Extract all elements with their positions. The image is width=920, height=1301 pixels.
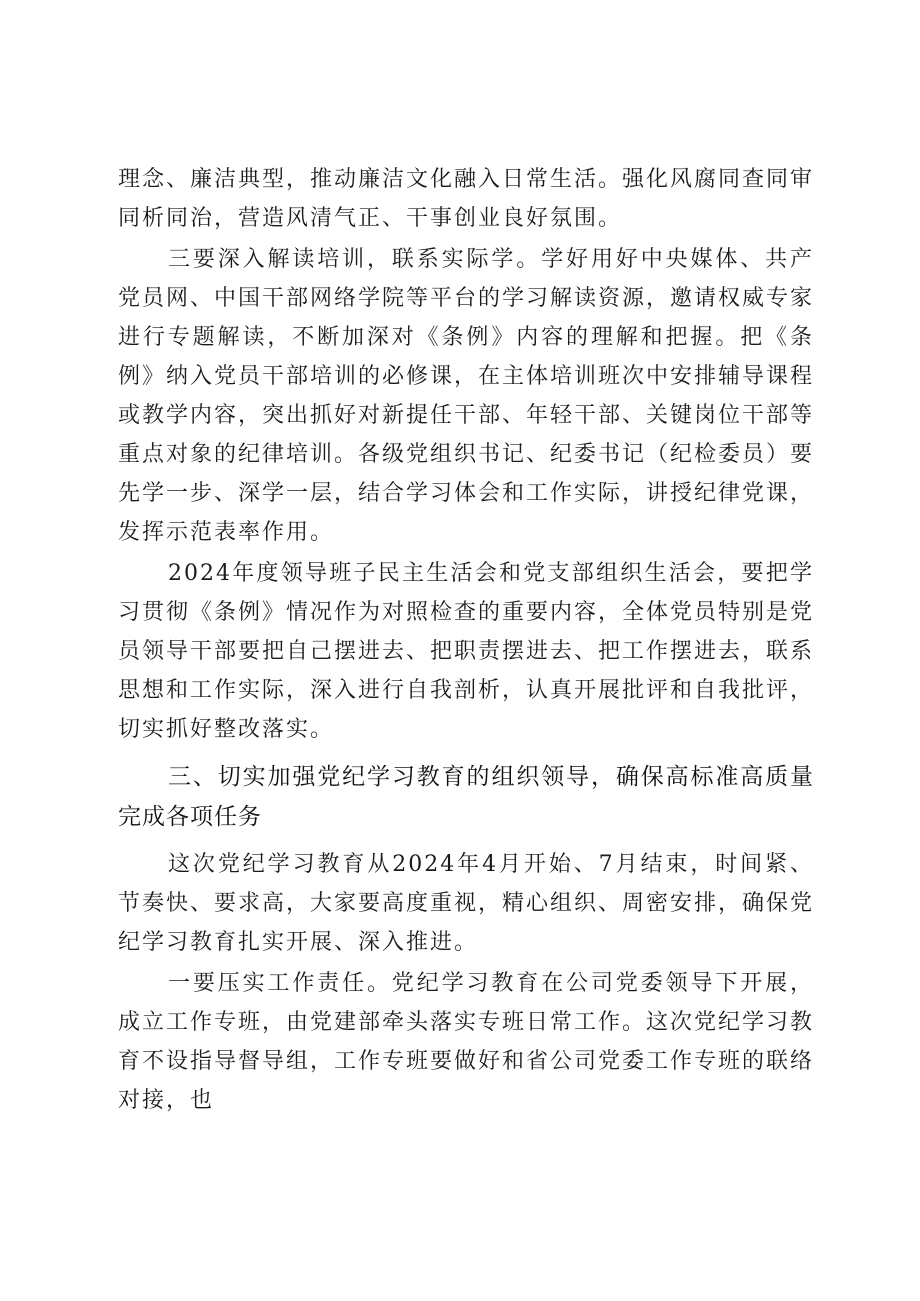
paragraph-responsibility: 一要压实工作责任。党纪学习教育在公司党委领导下开展，成立工作专班，由党建部牵头落实专班日常工作。这次党纪学习教育不设指导督导组，工作专班要做好和省公司党委工作专班的联络对接，也 [118, 971, 815, 1113]
paragraph-schedule: 这次党纪学习教育从2024年4月开始、7月结束，时间紧、节奏快、要求高，大家要高度重视，精心组织、周密安排，确保党纪学习教育扎实开展、深入推进。 [118, 852, 815, 955]
document-body [118, 160, 814, 1122]
paragraph-life-meeting: 2024年度领导班子民主生活会和党支部组织生活会，要把学习贯彻《条例》情况作为对照检查的重要内容，全体党员特别是党员领导干部要把自己摆进去、把职责摆进去、把工作摆进去，联系思想和工作实际，深入进行自我剖析，认真开展批评和自我批评，切实抓好整改落实。 [118, 561, 815, 742]
section-heading: 三、切实加强党纪学习教育的组织领导，确保高标准高质量完成各项任务 [118, 764, 814, 830]
paragraph-continuation: 理念、廉洁典型，推动廉洁文化融入日常生活。强化风腐同查同审同析同治，营造风清气正、干事创业良好氛围。 [118, 167, 815, 231]
paragraph-training: 三要深入解读培训，联系实际学。学好用好中央媒体、共产党员网、中国干部网络学院等平台的学习解读资源，邀请权威专家进行专题解读，不断加深对《条例》内容的理解和把握。把《条例》纳入党员干部培训的必修课，在主体培训班次中安排辅导课程或教学内容，突出抓好对新提任干部、年轻干部、关键岗位干部等重点对象的纪律培训。各级党组织书记、纪委书记（纪检委员）要先学一步、深学一层，结合学习体会和工作实际，讲授纪律党课，发挥示范表率作用。 [118, 247, 815, 545]
